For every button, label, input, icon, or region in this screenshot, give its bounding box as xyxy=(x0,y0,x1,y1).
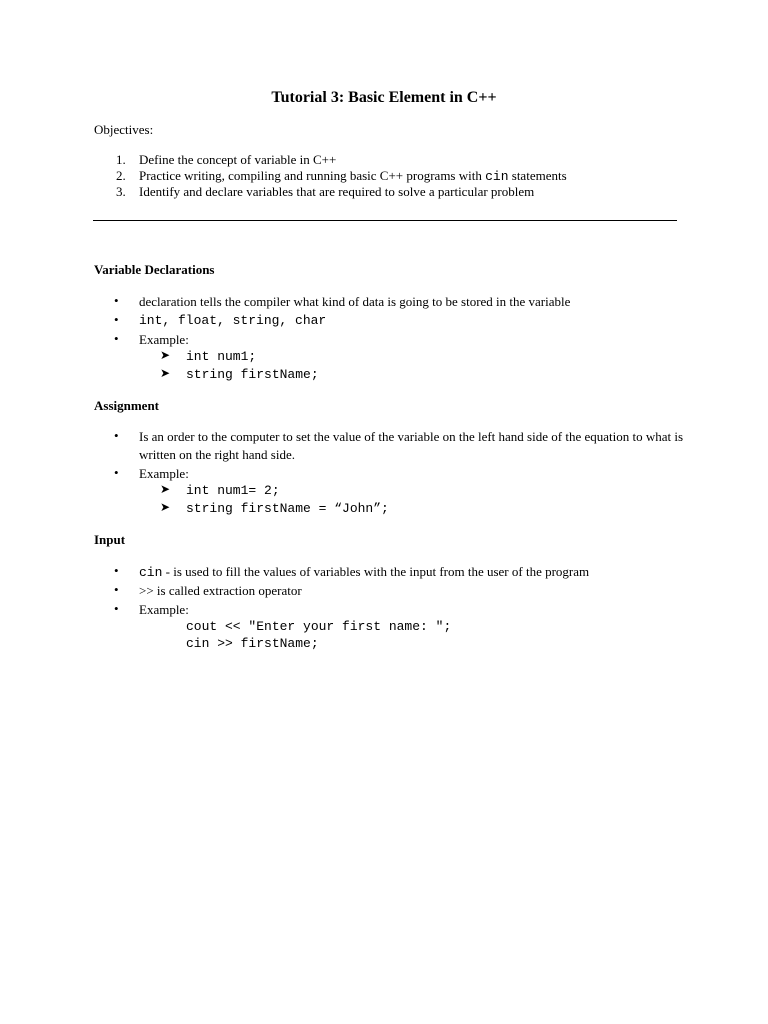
arrowhead-icon: ➤ xyxy=(160,366,171,380)
bullet-text-rest: - is used to fill the values of variables with the input from the user of the program xyxy=(162,564,590,579)
bullet-code: int, float, string, char xyxy=(139,313,327,328)
bullet-dot-icon: • xyxy=(114,331,119,346)
example-code: int num1; xyxy=(186,349,257,364)
example-code: int num1= 2; xyxy=(186,483,280,498)
objective-number: 1. xyxy=(116,152,126,167)
bullet-dot-icon: • xyxy=(114,601,119,616)
code-line: cin >> firstName; xyxy=(186,636,319,651)
arrowhead-icon: ➤ xyxy=(160,348,171,362)
bullet-text: Example: xyxy=(139,602,189,617)
objective-text: Identify and declare variables that are required to solve a particular problem xyxy=(139,184,535,199)
bullet-code: cin xyxy=(139,565,163,580)
objective-text-pre: Practice writing, compiling and running basic C++ programs with xyxy=(139,168,486,183)
objective-text-post: statements xyxy=(508,168,567,183)
bullet-dot-icon: • xyxy=(114,465,119,480)
code-line: cout << "Enter your first name: "; xyxy=(186,619,452,634)
bullet-text: Example: xyxy=(139,466,189,481)
bullet-dot-icon: • xyxy=(114,428,119,443)
objective-code: cin xyxy=(485,169,509,184)
section-heading-assignment: Assignment xyxy=(94,398,160,413)
bullet-dot-icon: • xyxy=(114,582,119,597)
arrowhead-icon: ➤ xyxy=(160,500,171,514)
bullet-text xyxy=(139,563,684,582)
bullet-dot-icon: • xyxy=(114,312,119,327)
example-code: string firstName; xyxy=(186,367,319,382)
objective-number: 2. xyxy=(116,168,126,183)
objective-text xyxy=(139,168,567,184)
bullet-dot-icon: • xyxy=(114,563,119,578)
bullet-dot-icon: • xyxy=(114,293,119,308)
objective-text: Define the concept of variable in C++ xyxy=(139,152,337,167)
example-code: string firstName = “John”; xyxy=(186,501,389,516)
objective-number: 3. xyxy=(116,184,126,199)
bullet-text: Example: xyxy=(139,332,189,347)
arrowhead-icon: ➤ xyxy=(160,482,171,496)
section-heading-variable-declarations: Variable Declarations xyxy=(94,262,215,277)
bullet-text: declaration tells the compiler what kind of data is going to be stored in the variable xyxy=(139,294,571,309)
bullet-text: >> is called extraction operator xyxy=(139,583,302,598)
section-heading-input: Input xyxy=(94,532,126,547)
objectives-label: Objectives: xyxy=(94,122,154,137)
page-title: Tutorial 3: Basic Element in C++ xyxy=(271,89,497,106)
horizontal-rule xyxy=(93,220,677,221)
bullet-text: Is an order to the computer to set the value of the variable on the left hand side of the equation to what is written on the right hand side. xyxy=(139,429,684,462)
